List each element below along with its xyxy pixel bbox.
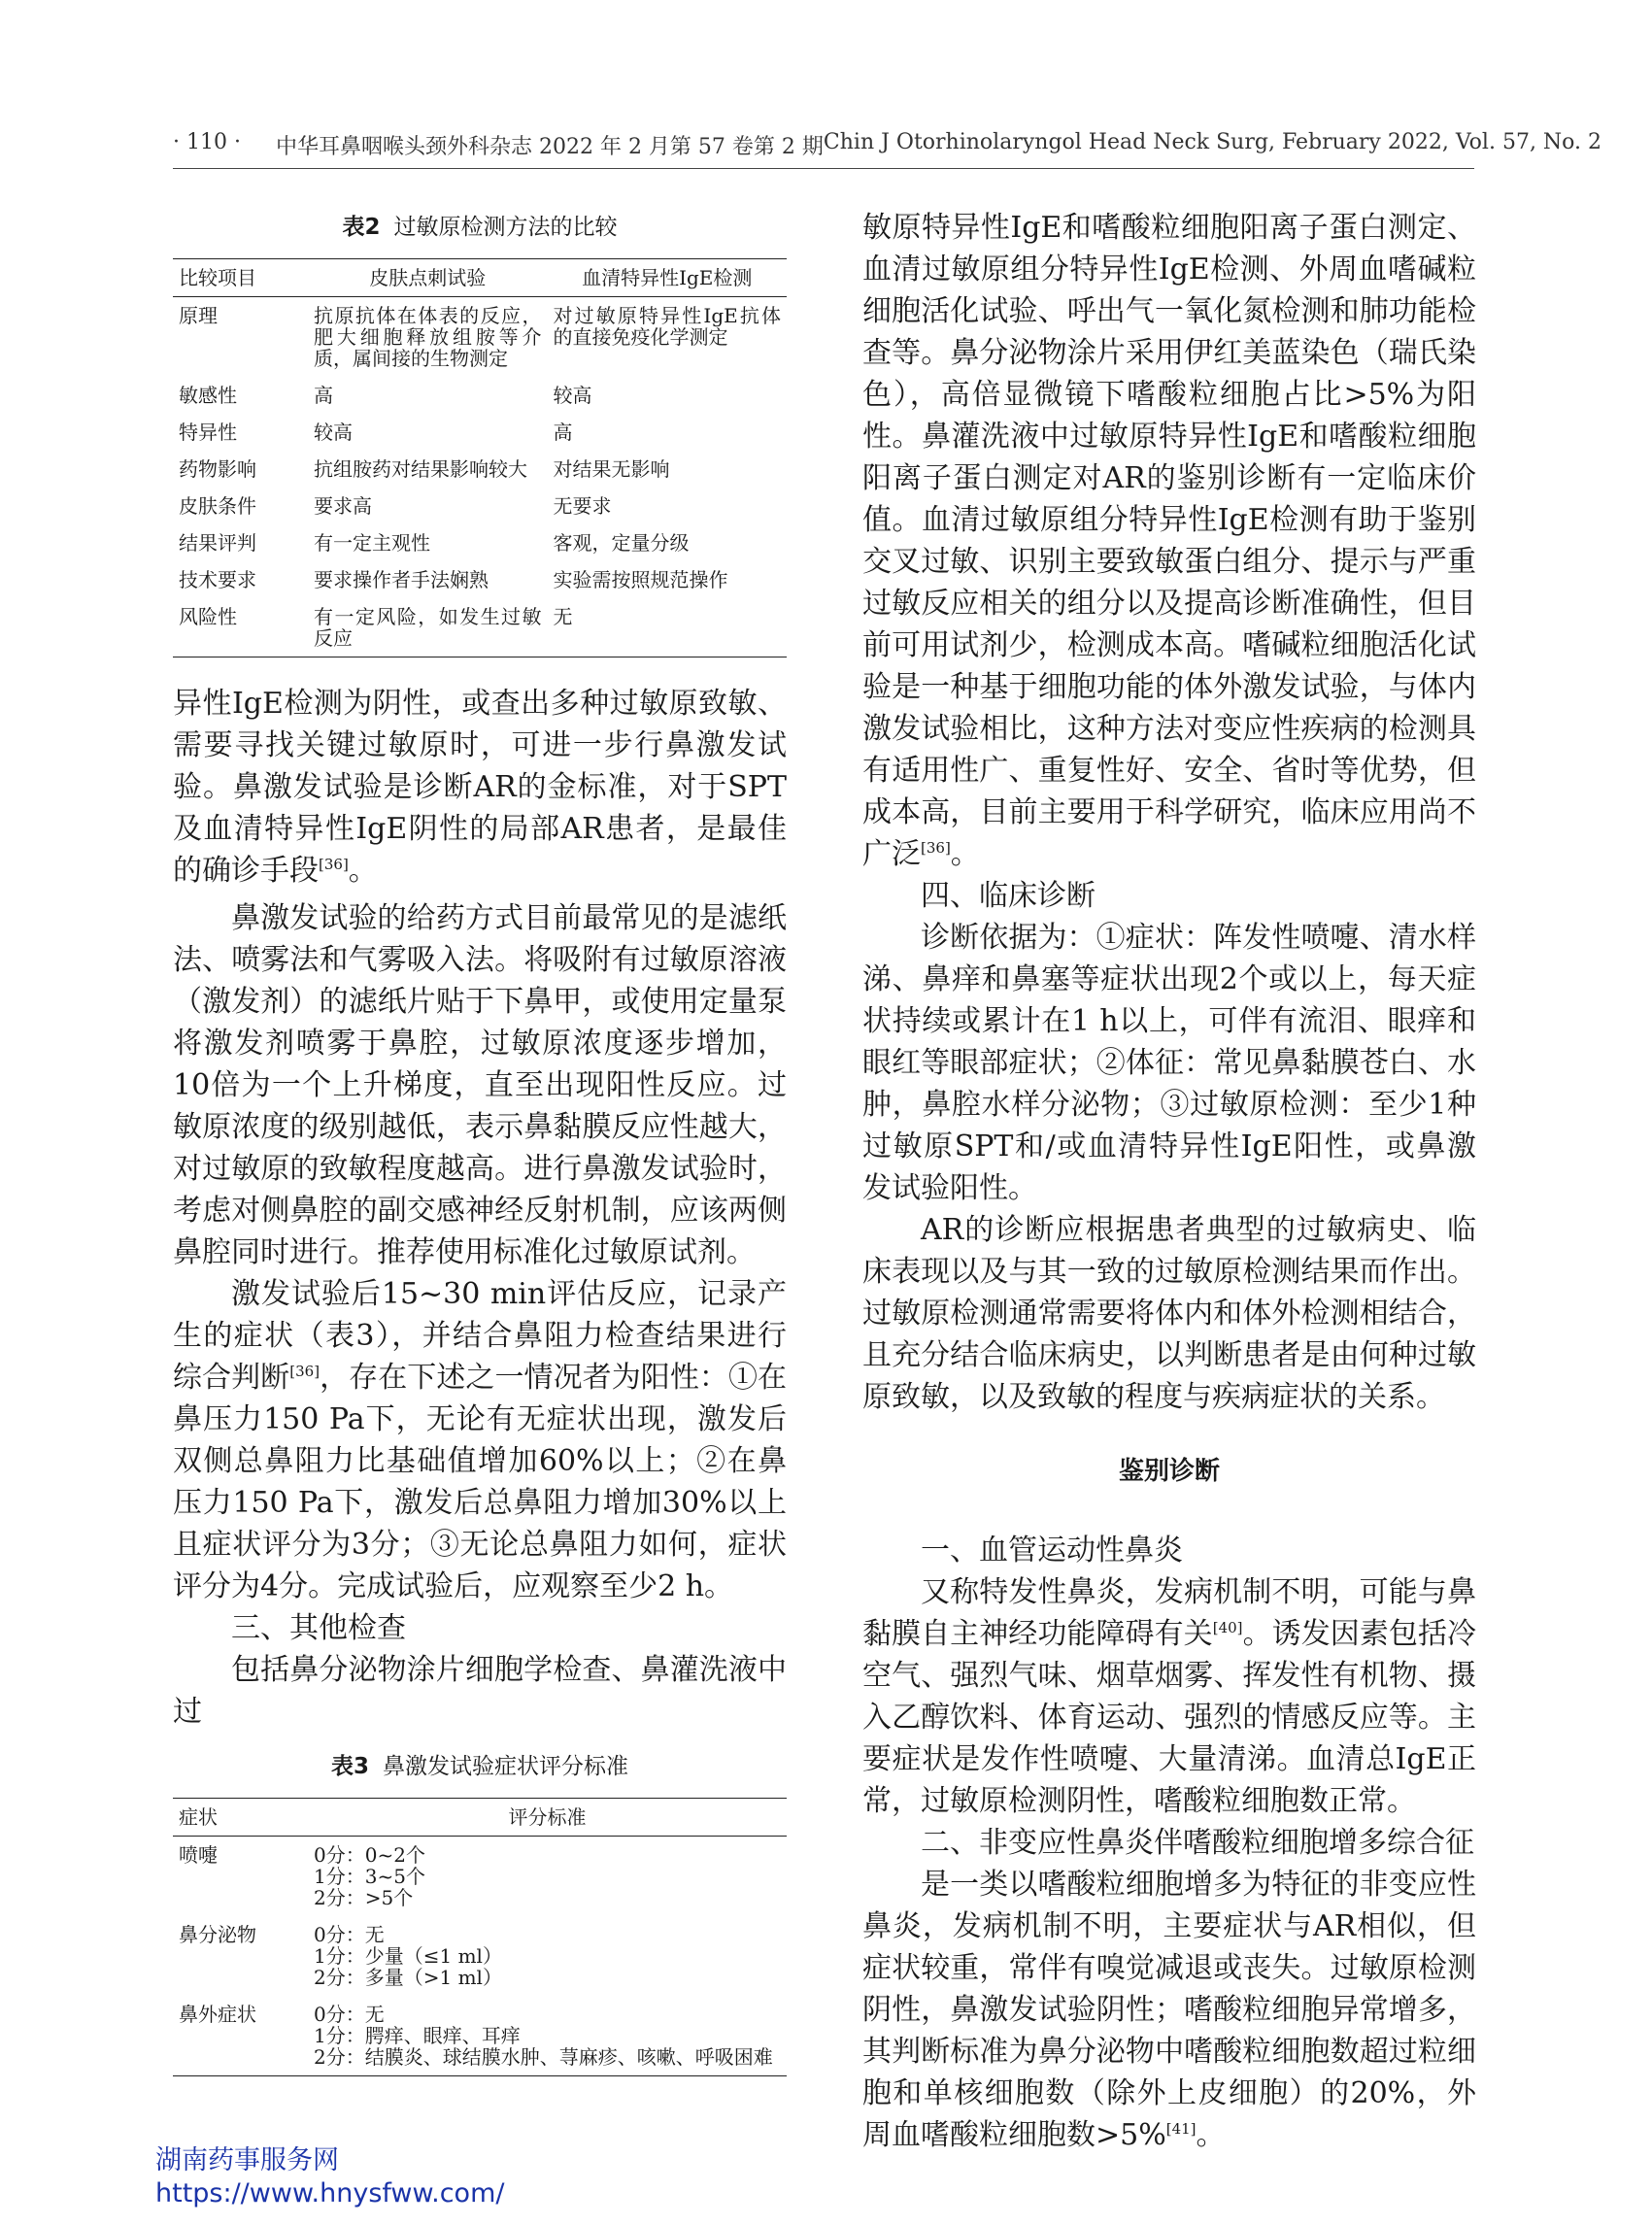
subsection-heading: 二、非变应性鼻炎伴嗜酸粒细胞增多综合征: [921, 1826, 1474, 1860]
table-2: [173, 207, 787, 657]
paragraph: 异性IgE检测为阴性，或查出多种过敏原致敏、需要寻找关键过敏原时，可进一步行鼻激发试验。鼻激发试验是诊断AR的金标准，对于SPT及血清特异性IgE阴性的局部AR患者，是最佳的确诊手段[36]。: [173, 687, 787, 888]
section-heading: 鉴别诊断: [1118, 1457, 1220, 1486]
table-2-caption: 表2 过敏原检测方法的比较: [342, 215, 618, 240]
table-row: 鼻外症状 0分：无 1分：腭痒、眼痒、耳痒 2分：结膜炎、球结膜水肿、荨麻疹、咳嗽、呼吸困难: [179, 2003, 773, 2069]
table-row: 原理 抗原抗体在体表的反应，肥大细胞释放组胺等介质，属间接的生物测定 对过敏原特异性IgE抗体的直接免疫化学测定: [179, 304, 781, 370]
table-3-caption: 表3 鼻激发试验症状评分标准: [330, 1754, 628, 1779]
watermark-url[interactable]: https://www.hnysfww.com/: [155, 2178, 505, 2208]
subsection-heading: 三、其他检查: [231, 1611, 406, 1645]
paragraph: 包括鼻分泌物涂片细胞学检查、鼻灌洗液中过: [173, 1653, 787, 1729]
journal-title-cn: 中华耳鼻咽喉头颈外科杂志 2022 年 2 月第 57 卷第 2 期: [275, 135, 824, 159]
table-row: 敏感性 高 较高: [179, 384, 592, 407]
paragraph: 敏原特异性IgE和嗜酸粒细胞阳离子蛋白测定、血清过敏原组分特异性IgE检测、外周血嗜碱粒细胞活化试验、呼出气一氧化氮检测和肺功能检查等。鼻分泌物涂片采用伊红美蓝染色（瑞氏染色），高倍显微镜下嗜酸粒细胞占比>5%为阳性。鼻灌洗液中过敏原特异性IgE和嗜酸粒细胞阳离子蛋白测定对AR的鉴别诊断有一定临床价值。血清过敏原组分特异性IgE检测有助于鉴别交叉过敏、识别主要致敏蛋白组分、提示与严重过敏反应相关的组分以及提高诊断准确性，但目前可用试剂少，检测成本高。嗜碱粒细胞活化试验是一种基于细胞功能的体外激发试验，与体内激发试验相比，这种方法对变应性疾病的检测具有适用性广、重复性好、安全、省时等优势，但成本高，目前主要用于科学研究，临床应用尚不广泛[36]。: [862, 211, 1476, 871]
citation: [41]: [1165, 2120, 1197, 2138]
table-row: 技术要求 要求操作者手法娴熟 实验需按照规范操作: [179, 568, 728, 591]
table-header-cell: 皮肤点刺试验: [308, 259, 547, 297]
subsection-heading: 一、血管运动性鼻炎: [921, 1534, 1183, 1568]
table-row: 鼻分泌物 0分：无 1分：少量（≤1 ml） 2分：多量（>1 ml）: [179, 1923, 502, 1989]
paragraph: 诊断依据为：①症状：阵发性喷嚏、清水样涕、鼻痒和鼻塞等症状出现2个或以上，每天症状持续或累计在1 h以上，可伴有流泪、眼痒和眼红等眼部症状；②体征：常见鼻黏膜苍白、水肿，鼻腔水样分泌物；③过敏原检测：至少1种过敏原SPT和/或血清特异性IgE阳性，或鼻激发试验阳性。: [862, 921, 1476, 1205]
subsection-heading: 四、临床诊断: [921, 879, 1096, 913]
table-header-cell: 比较项目: [173, 259, 308, 297]
right-column: [862, 207, 1476, 2156]
table-row: 药物影响 抗组胺药对结果影响较大 对结果无影响: [179, 457, 670, 481]
left-column: [173, 207, 787, 2076]
table-row: 风险性 有一定风险，如发生过敏反应 无: [179, 605, 573, 650]
paragraph: AR的诊断应根据患者典型的过敏病史、临床表现以及与其一致的过敏原检测结果而作出。过敏原检测通常需要将体内和体外检测相结合，且充分结合临床病史，以判断患者是由何种过敏原致敏，以及致敏的程度与疾病症状的关系。: [862, 1213, 1476, 1414]
table-row: 喷嚏 0分：0~2个 1分：3~5个 2分：>5个: [179, 1843, 425, 1909]
watermark-site-name: 湖南药事服务网: [155, 2145, 339, 2175]
citation: [36]: [921, 839, 951, 857]
table-header-cell: 症状: [173, 1799, 308, 1837]
table-3: [173, 1746, 787, 2076]
journal-title-en: Chin J Otorhinolaryngol Head Neck Surg, February 2022, Vol. 57, No. 2: [823, 130, 1602, 154]
paragraph: 激发试验后15~30 min评估反应，记录产生的症状（表3），并结合鼻阻力检查结果进行综合判断[36]，存在下述之一情况者为阳性：①在鼻压力150 Pa下，无论有无症状出现，激发后双侧总鼻阻力比基础值增加60%以上；②在鼻压力150 Pa下，激发后总鼻阻力增加30%以上且症状评分为3分；③无论总鼻阻力如何，症状评分为4分。完成试验后，应观察至少2 h。: [173, 1277, 788, 1603]
paragraph: 又称特发性鼻炎，发病机制不明，可能与鼻黏膜自主神经功能障碍有关[40]。诱发因素包括冷空气、强烈气味、烟草烟雾、挥发性有机物、摄入乙醇饮料、体育运动、强烈的情感反应等。主要症状是发作性喷嚏、大量清涕。血清总IgE正常，过敏原检测阴性，嗜酸粒细胞数正常。: [862, 1575, 1477, 1818]
citation: [36]: [319, 856, 349, 873]
table-3-grid: [173, 1798, 787, 2076]
citation: [36]: [289, 1363, 320, 1380]
table-header-cell: 血清特异性IgE检测: [548, 259, 788, 297]
site-watermark: [155, 2144, 504, 2210]
table-row: 特异性 较高 高: [179, 421, 573, 444]
paragraph: 鼻激发试验的给药方式目前最常见的是滤纸法、喷雾法和气雾吸入法。将吸附有过敏原溶液（激发剂）的滤纸片贴于下鼻甲，或使用定量泵将激发剂喷雾于鼻腔，过敏原浓度逐步增加，10倍为一个上升梯度，直至出现阳性反应。过敏原浓度的级别越低，表示鼻黏膜反应性越大，对过敏原的致敏程度越高。进行鼻激发试验时，考虑对侧鼻腔的副交感神经反射机制，应该两侧鼻腔同时进行。推荐使用标准化过敏原试剂。: [173, 901, 787, 1269]
citation: [40]: [1212, 1619, 1243, 1636]
table-2-grid: [173, 258, 787, 657]
page-number: · 110 ·: [173, 130, 241, 154]
table-header-cell: 评分标准: [308, 1799, 787, 1837]
running-header: [173, 130, 1602, 169]
paragraph: 是一类以嗜酸粒细胞增多为特征的非变应性鼻炎，发病机制不明，主要症状与AR相似，但症状较重，常伴有嗅觉减退或丧失。过敏原检测阴性，鼻激发试验阴性；嗜酸粒细胞异常增多，其判断标准为鼻分泌物中嗜酸粒细胞数超过粒细胞和单核细胞数（除外上皮细胞）的20%，外周血嗜酸粒细胞数>5%[41]。: [862, 1868, 1476, 2152]
table-row: 结果评判 有一定主观性 客观，定量分级: [179, 531, 690, 555]
table-row: 皮肤条件 要求高 无要求: [179, 494, 612, 518]
